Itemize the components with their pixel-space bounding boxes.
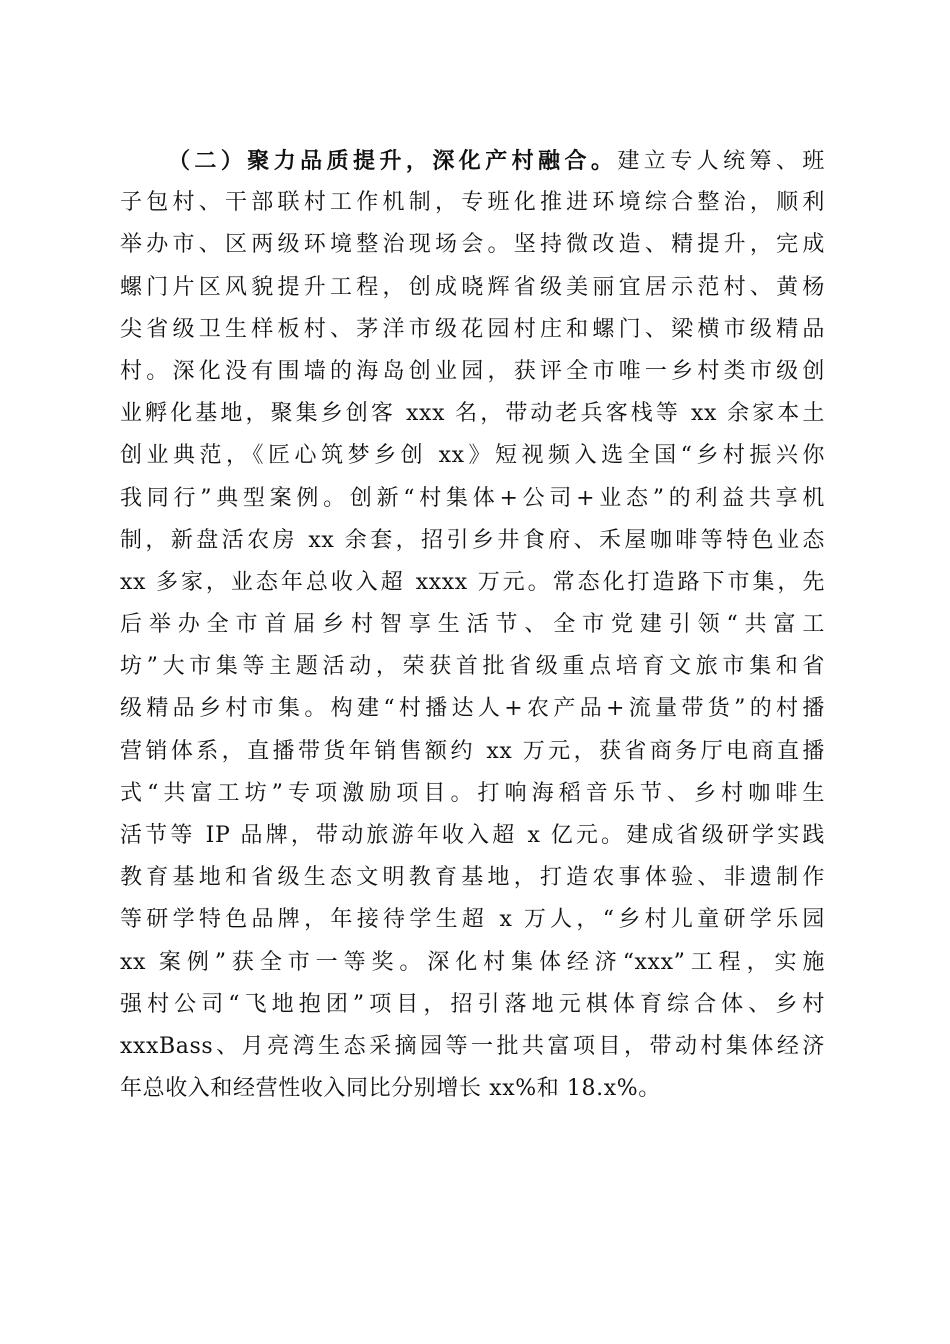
paragraph xyxy=(120,140,825,1110)
paragraph-line-19: 等研学特色品牌，年接待学生超 x 万人，“乡村儿童研学乐园 xyxy=(120,907,825,933)
paragraph-line-6: 村。深化没有围墙的海岛创业园，获评全市唯一乡村类市级创 xyxy=(120,358,825,384)
paragraph-line-8: 创业典范，《匠心筑梦乡创 xx》短视频入选全国“乡村振兴你 xyxy=(120,443,825,469)
paragraph-line-5: 尖省级卫生样板村、茅洋市级花园村庄和螺门、梁横市级精品 xyxy=(120,316,825,342)
paragraph-line-18: 教育基地和省级生态文明教育基地，打造农事体验、非遗制作 xyxy=(120,865,825,891)
paragraph-line-23: 年总收入和经营性收入同比分别增长 xx%和 18.x%。 xyxy=(120,1076,661,1102)
paragraph-line-3: 举办市、区两级环境整治现场会。坚持微改造、精提升，完成 xyxy=(120,232,825,258)
paragraph-line-11: xx 多家，业态年总收入超 xxxx 万元。常态化打造路下市集，先 xyxy=(120,569,825,595)
paragraph-line-1-text: 建立专人统筹、班 xyxy=(617,149,825,174)
paragraph-line-20: xx 案例”获全市一等奖。深化村集体经济“xxx”工程，实施 xyxy=(120,949,825,975)
paragraph-line-1 xyxy=(120,140,825,182)
section-heading: （二）聚力品质提升，深化产村融合。 xyxy=(168,148,618,174)
paragraph-line-12: 后举办全市首届乡村智享生活节、全市党建引领“共富工 xyxy=(120,612,825,638)
paragraph-line-13: 坊”大市集等主题活动，荣获首批省级重点培育文旅市集和省 xyxy=(120,654,825,680)
paragraph-line-2: 子包村、干部联村工作机制，专班化推进环境综合整治，顺利 xyxy=(120,190,825,216)
paragraph-line-21: 强村公司“飞地抱团”项目，招引落地元棋体育综合体、乡村 xyxy=(120,991,825,1017)
paragraph-line-22: xxxBass、月亮湾生态采摘园等一批共富项目，带动村集体经济 xyxy=(120,1033,825,1059)
paragraph-line-4: 螺门片区风貌提升工程，创成晓辉省级美丽宜居示范村、黄杨 xyxy=(120,274,825,300)
paragraph-line-9: 我同行”典型案例。创新“村集体+公司+业态”的利益共享机 xyxy=(120,485,825,511)
paragraph-line-7: 业孵化基地，聚集乡创客 xxx 名，带动老兵客栈等 xx 余家本土 xyxy=(120,401,825,427)
paragraph-line-14: 级精品乡村市集。构建“村播达人+农产品+流量带货”的村播 xyxy=(120,696,825,722)
paragraph-line-15: 营销体系，直播带货年销售额约 xx 万元，获省商务厅电商直播 xyxy=(120,738,825,764)
paragraph-line-10: 制，新盘活农房 xx 余套，招引乡井食府、禾屋咖啡等特色业态 xyxy=(120,527,825,553)
paragraph-line-16: 式“共富工坊”专项激励项目。打响海稻音乐节、乡村咖啡生 xyxy=(120,780,825,806)
paragraph-line-17: 活节等 IP 品牌，带动旅游年收入超 x 亿元。建成省级研学实践 xyxy=(120,823,825,848)
